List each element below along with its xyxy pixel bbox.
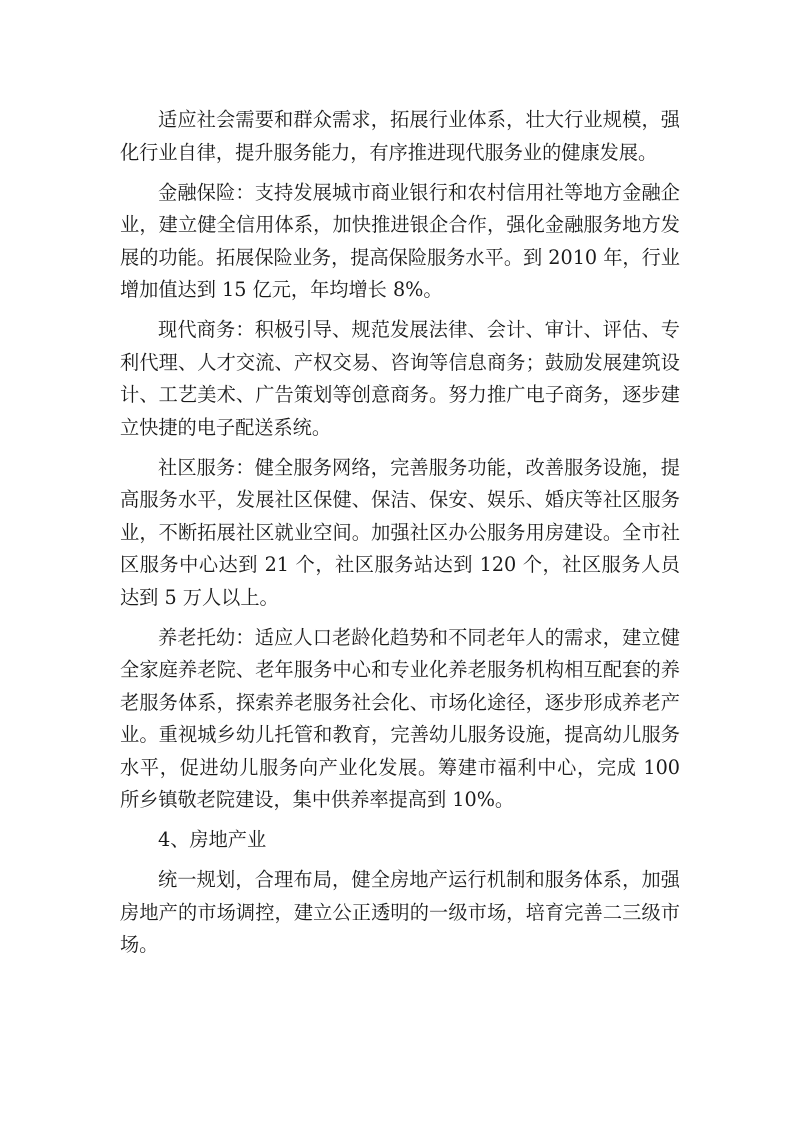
paragraph-modern-business: 现代商务：积极引导、规范发展法律、会计、审计、评估、专利代理、人才交流、产权交易、咨询等信息商务；鼓励发展建筑设计、工艺美术、广告策划等创意商务。努力推广电子商务，逐步建立快捷的电子配送系统。 (120, 318, 680, 439)
paragraph-real-estate: 统一规划，合理布局，健全房地产运行机制和服务体系，加强房地产的市场调控，建立公正透明的一级市场，培育完善二三级市场。 (120, 868, 680, 956)
section-heading-real-estate: 4、房地产业 (158, 828, 267, 851)
document-body (120, 104, 680, 969)
paragraph-finance-insurance: 金融保险：支持发展城市商业银行和农村信用社等地方金融企业，建立健全信用体系，加快推进银企合作，强化金融服务地方发展的功能。拓展保险业务，提高保险服务水平。到 2010 年，行业增加值达到 15 亿元，年均增长 8%。 (120, 180, 680, 301)
paragraph-elderly-childcare: 养老托幼：适应人口老龄化趋势和不同老年人的需求，建立健全家庭养老院、老年服务中心和专业化养老服务机构相互配套的养老服务体系，探索养老服务社会化、市场化途径，逐步形成养老产业。重视城乡幼儿托管和教育，完善幼儿服务设施，提高幼儿服务水平，促进幼儿服务向产业化发展。筹建市福利中心，完成 100 所乡镇敬老院建设，集中供养率提高到 10%。 (120, 625, 680, 811)
paragraph-service-industry-intro: 适应社会需要和群众需求，拓展行业体系，壮大行业规模，强化行业自律，提升服务能力，有序推进现代服务业的健康发展。 (120, 108, 680, 164)
paragraph-community-services: 社区服务：健全服务网络，完善服务功能，改善服务设施，提高服务水平，发展社区保健、保洁、保安、娱乐、婚庆等社区服务业，不断拓展社区就业空间。加强社区办公服务用房建设。全市社区服务中心达到 21 个，社区服务站达到 120 个，社区服务人员达到 5 万人以上。 (120, 455, 680, 609)
